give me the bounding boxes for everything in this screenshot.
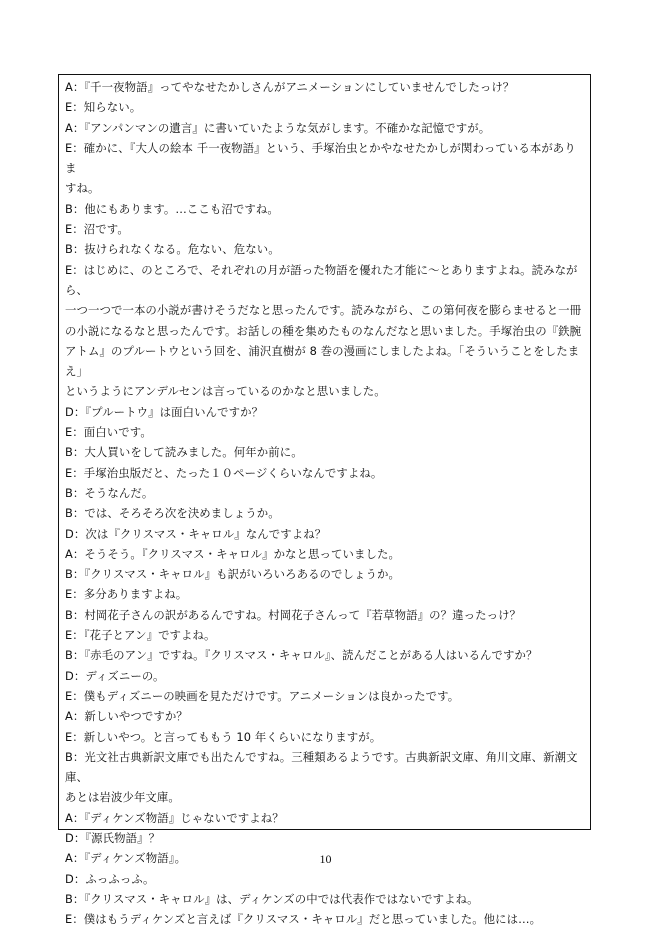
transcript-line: A：『ディケンズ物語』。: [65, 851, 187, 866]
transcript-line: E：知らない。: [65, 100, 142, 115]
transcript-line: B：他にもあります。…ここも沼ですね。: [65, 201, 279, 216]
transcript-line: B：そうなんだ。: [65, 485, 154, 500]
transcript-line: すね。: [65, 181, 100, 196]
transcript-line: E：僕はもうディケンズと言えば『クリスマス・キャロル』だと思っていました。他には…。: [65, 912, 542, 927]
transcript-line: A：『ディケンズ物語』じゃないですよね？: [65, 810, 284, 825]
transcript-line: D：ふっふっふ。: [65, 871, 155, 886]
transcript-line: E：はじめに、のところで、それぞれの月が語った物語を優れた才能に～とありますよね。読みながら、: [65, 262, 578, 297]
transcript-line: B：『赤毛のアン』ですね。『クリスマス・キャロル』、読んだことがある人はいるんですか？: [65, 648, 538, 663]
transcript-line: アトム』のプルートウという回を、浦沢直樹が 8 巻の漫画にしましたよね。「そういうことをしたまえ」: [65, 343, 580, 379]
transcript-line: E：多分ありますよね。: [65, 587, 188, 602]
transcript-line: あとは岩波少年文庫。: [65, 790, 180, 805]
transcript-line: B：『クリスマス・キャロル』も訳がいろいろあるのでしょうか。: [65, 567, 400, 582]
transcript-line: E：僕もディズニーの映画を見ただけです。アニメーションは良かったです。: [65, 688, 460, 703]
transcript-line: E：面白いです。: [65, 425, 152, 440]
transcript-line: B：大人買いをして読みました。何年か前に。: [65, 445, 303, 460]
transcript-line: A：『アンパンマンの遺言』に書いていたような気がします。不確かな記憶ですが。: [65, 120, 491, 135]
transcript-line: A：そうそう。『クリスマス・キャロル』かなと思っていました。: [65, 546, 400, 561]
transcript-line: D：『プルートウ』は面白いんですか？: [65, 404, 264, 419]
transcript-line: B：村岡花子さんの訳があるんですね。村岡花子さんって『若草物語』の？違ったっけ？: [65, 607, 522, 622]
transcript-line: E：沼です。: [65, 222, 129, 237]
transcript-line: E：確かに、『大人の絵本 千一夜物語』という、手塚治虫とかやなせたかしが関わっている本がありま: [65, 140, 576, 176]
transcript-line: の小説になるなと思ったんです。お話しの種を集めたものなんだなと思いました。手塚治虫の『鉄腕: [65, 323, 582, 338]
transcript-line: というようにアンデルセンは言っているのかなと思いました。: [65, 384, 386, 399]
transcript-line: B：抜けられなくなる。危ない、危ない。: [65, 242, 280, 257]
transcript-line: 一つ一つで一本の小説が書けそうだなと思ったんです。読みながら、この第何夜を膨らませると一冊: [65, 303, 582, 318]
transcript-line: A：新しいやつですか？: [65, 709, 188, 724]
transcript-line: A：『千一夜物語』ってやなせたかしさんがアニメーションにしていませんでしたっけ？: [65, 80, 515, 94]
transcript-line: E：手塚治虫版だと、たった１０ページくらいなんですよね。: [65, 465, 383, 480]
transcript-line: E：新しいやつ。と言ってももう 10 年くらいになりますが。: [65, 729, 382, 744]
transcript-box: [58, 74, 591, 927]
transcript-line: E：『花子とアン』ですよね。: [65, 628, 216, 643]
transcript-line: D：ディズニーの。: [65, 668, 165, 683]
transcript-line: D：次は『クリスマス・キャロル』なんですよね？: [65, 526, 327, 541]
transcript-line: B：では、そろそろ次を決めましょうか。: [65, 506, 280, 521]
transcript-line: B：光文社古典新訳文庫でも出たんですね。三種類あるようです。古典新訳文庫、角川文庫、新潮文庫、: [65, 749, 578, 785]
transcript-line: D：『源氏物語』？: [65, 830, 161, 845]
transcript-line: B：『クリスマス・キャロル』は、ディケンズの中では代表作ではないですよね。: [65, 891, 479, 906]
page-number: 10: [319, 852, 332, 866]
